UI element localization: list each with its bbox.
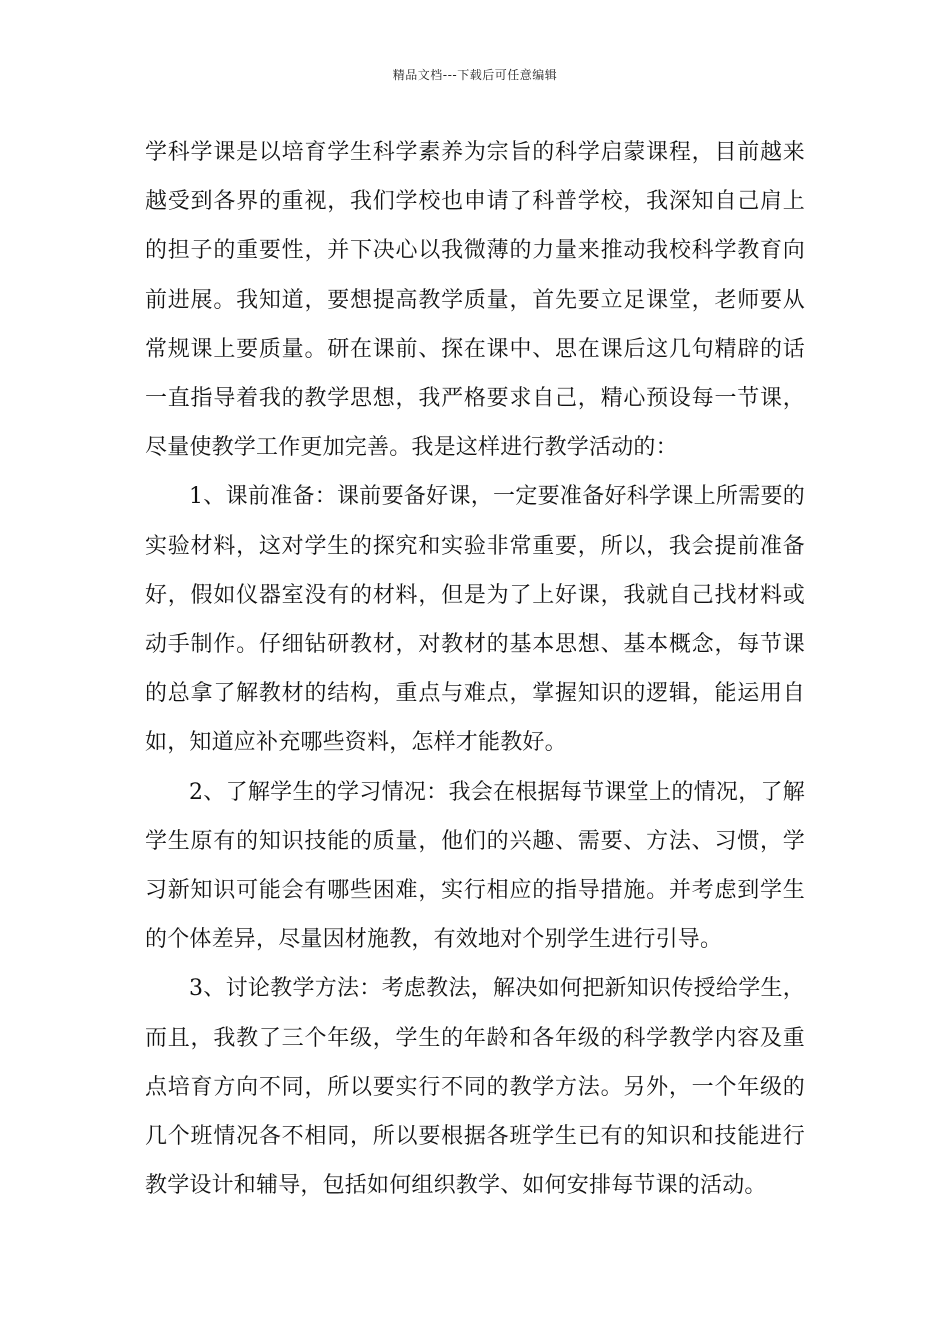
paragraph-intro: 学科学课是以培育学生科学素养为宗旨的科学启蒙课程，目前越来越受到各界的重视，我们学校也申请了科普学校，我深知自己肩上的担子的重要性，并下决心以我微薄的力量来推动我校科学教育向前进展。我知道，要想提高教学质量，首先要立足课堂，老师要从常规课上要质量。研在课前、探在课中、思在课后这几句精辟的话一直指导着我的教学思想，我严格要求自己，精心预设每一节课，尽量使教学工作更加完善。我是这样进行教学活动的： xyxy=(145,140,805,461)
paragraph-teaching-methods: 3、讨论教学方法：考虑教法，解决如何把新知识传授给学生，而且，我教了三个年级，学生的年龄和各年级的科学教学内容及重点培育方向不同，所以要实行不同的教学方法。另外，一个年级的几个班情况各不相同，所以要根据各班学生已有的知识和技能进行教学设计和辅导，包括如何组织教学、如何安排每节课的活动。 xyxy=(145,976,805,1199)
page-header: 精品文档---下载后可任意编辑 xyxy=(392,68,558,82)
document-body xyxy=(145,128,805,1210)
paragraph-student-understanding: 2、了解学生的学习情况：我会在根据每节课堂上的情况，了解学生原有的知识技能的质量，他们的兴趣、需要、方法、习惯，学习新知识可能会有哪些困难，实行相应的指导措施。并考虑到学生的个体差异，尽量因材施教，有效地对个别学生进行引导。 xyxy=(145,779,805,953)
paragraph-lesson-preparation: 1、课前准备：课前要备好课，一定要准备好科学课上所需要的实验材料，这对学生的探究和实验非常重要，所以，我会提前准备好，假如仪器室没有的材料，但是为了上好课，我就自己找材料或动手制作。仔细钻研教材，对教材的基本思想、基本概念，每节课的总拿了解教材的结构，重点与难点，掌握知识的逻辑，能运用自如，知道应补充哪些资料，怎样才能教好。 xyxy=(145,484,805,756)
